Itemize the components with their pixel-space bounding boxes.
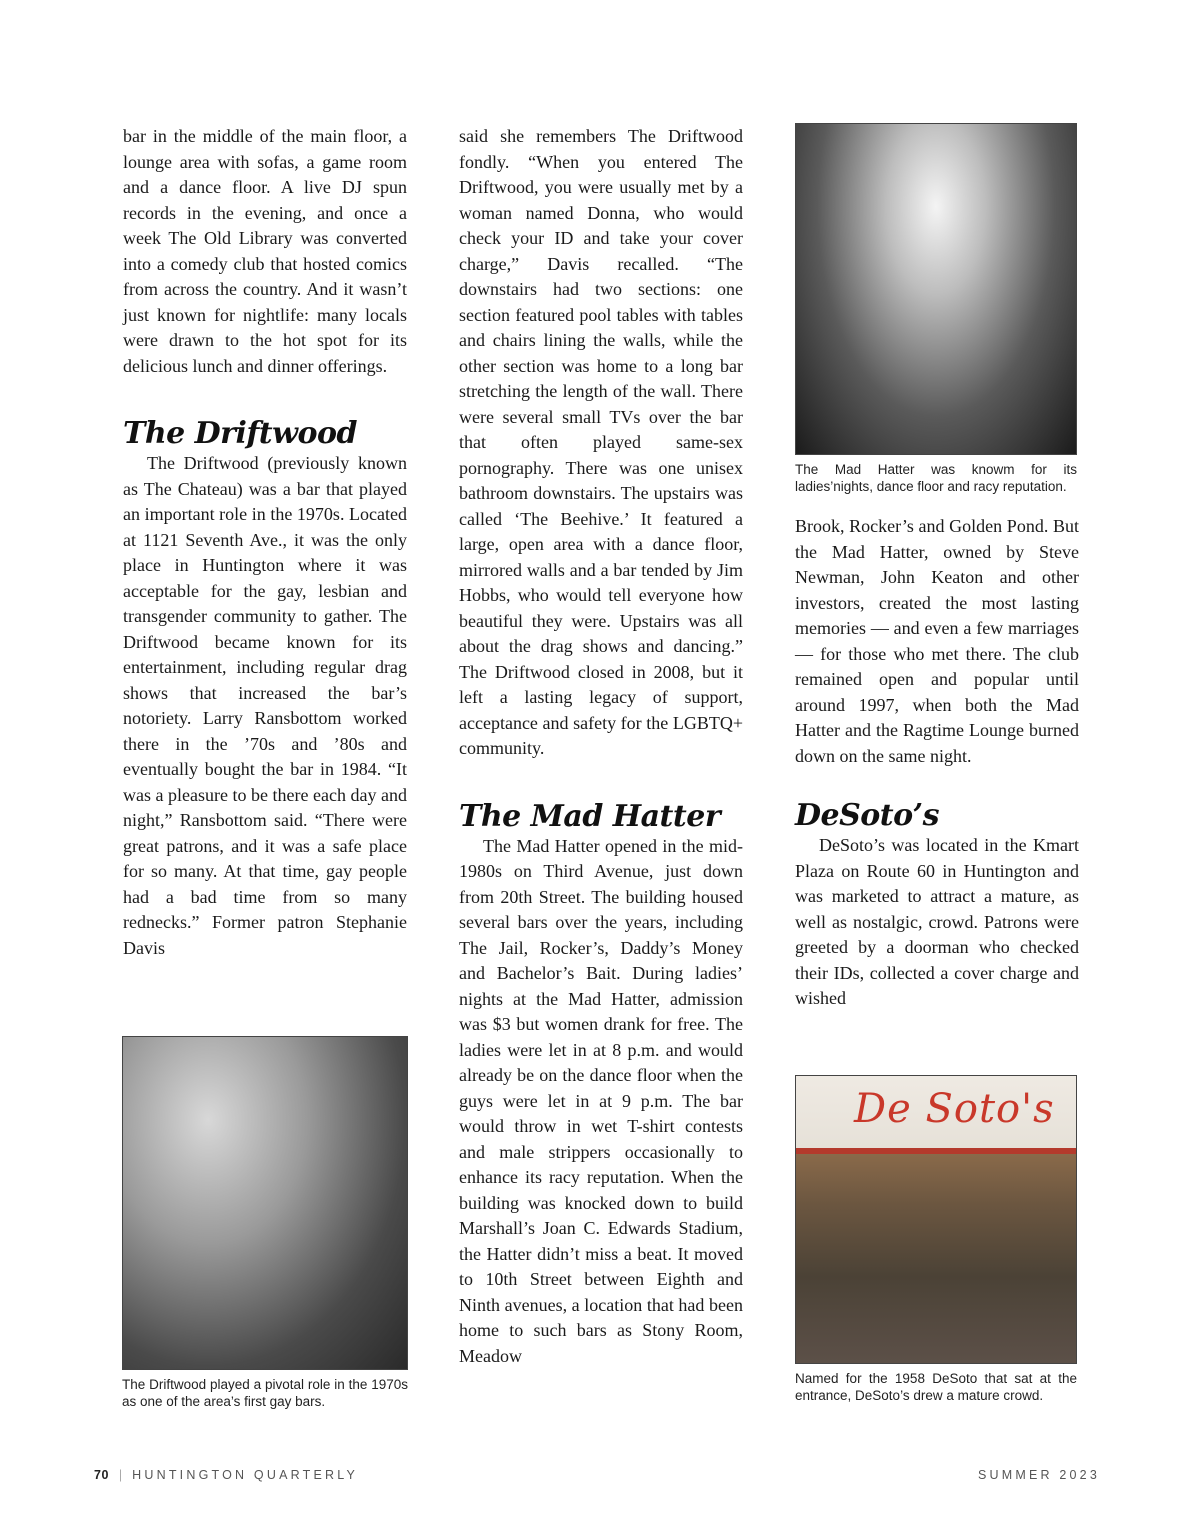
section-heading-mad-hatter: The Mad Hatter xyxy=(459,798,721,834)
figure-caption: The Driftwood played a pivotal role in the 1970s as one of the area’s first gay bars. xyxy=(122,1377,408,1409)
article-column-1 xyxy=(123,124,407,961)
section-heading-desotos: DeSoto’s xyxy=(795,798,939,833)
section-heading-driftwood: The Driftwood xyxy=(123,416,357,451)
mad-hatter-dance-photo xyxy=(795,123,1077,455)
figure-caption: Named for the 1958 DeSoto that sat at the entrance, DeSoto’s drew a mature crowd. xyxy=(795,1371,1077,1403)
figure-driftwood xyxy=(122,1036,408,1410)
body-paragraph: Brook, Rocker’s and Golden Pond. But the Mad Hatter, owned by Steve Newman, John Keaton and other investors, created the most lasting memories — and even a few marriages — for those who met there. The club remained open and popular until around 1997, when both the Mad Hatter and the Ragtime Lounge burned down on the same night. xyxy=(795,516,1079,766)
body-paragraph: The Mad Hatter opened in the mid-1980s on Third Avenue, just down from 20th Street. The building housed several bars over the years, including The Jail, Rocker’s, Daddy’s Money and Bachelor’s Bait. During ladies’ nights at the Mad Hatter, admission was $3 but women drank for free. The ladies were let in at 8 p.m. and would already be on the dance floor when the guys were let in at 9 p.m. The bar would throw in wet T-shirt contests and male strippers occasionally to enhance its racy reputation. When the building was knocked down to build Marshall’s Joan C. Edwards Stadium, the Hatter didn’t miss a beat. It moved to 10th Street between Eighth and Ninth avenues, a location that had been home to such bars as Stony Room, Meadow xyxy=(459,835,743,1366)
page-footer-left xyxy=(94,1468,358,1482)
drag-performer-photo xyxy=(122,1036,408,1370)
footer-separator: | xyxy=(118,1468,123,1482)
body-paragraph: said she remembers The Driftwood fondly. “When you entered The Driftwood, you were usually met by a woman named Donna, who would check your ID and take your cover charge,” Davis recalled. “The downstairs had two sections: one section featured pool tables with tables and chairs lining the walls, while the other section was home to a long bar stretching the length of the wall. There were several small TVs over the bar that often played same-sex pornography. There was one unisex bathroom downstairs. The upstairs was called ‘The Beehive.’ It featured a large, open area with a dance floor, mirrored walls and a bar tended by Jim Hobbs, who would tell everyone how beautiful they were. Upstairs was all about the drag shows and dancing.” The Driftwood closed in 2008, but it left a lasting legacy of support, acceptance and safety for the LGBTQ+ community. xyxy=(459,126,743,758)
article-column-2 xyxy=(459,124,743,1369)
article-column-3 xyxy=(795,514,1079,1012)
figure-mad-hatter xyxy=(795,123,1077,495)
issue-label: SUMMER 2023 xyxy=(977,1468,1100,1482)
desotos-entrance-photo xyxy=(795,1075,1077,1364)
desotos-sign xyxy=(796,1076,1076,1154)
figure-caption: The Mad Hatter was knowm for its ladies’nights, dance floor and racy reputation. xyxy=(795,462,1077,494)
body-paragraph: bar in the middle of the main floor, a lounge area with sofas, a game room and a dance floor. A live DJ spun records in the evening, and once a week The Old Library was converted into a comedy club that hosted comics from across the country. And it wasn’t just known for nightlife: many locals were drawn to the hot spot for its delicious lunch and dinner offerings. xyxy=(123,126,407,376)
body-paragraph: The Driftwood (previously known as The Chateau) was a bar that played an important role in the 1970s. Located at 1121 Seventh Ave., it was the only place in Huntington where it was acceptable for the gay, lesbian and transgender community to gather. The Driftwood became known for its entertainment, including regular drag shows that increased the bar’s notoriety. Larry Ransbottom worked there in the ’70s and ’80s and eventually bought the bar in 1984. “It was a pleasure to be there each day and night,” Ransbottom said. “There were great patrons, and it was a safe place for so many. At that time, gay people had a bad time from so many rednecks.” Former patron Stephanie Davis xyxy=(123,453,407,958)
page-footer-right xyxy=(978,1468,1100,1482)
publication-name: HUNTINGTON QUARTERLY xyxy=(132,1468,358,1482)
desotos-sign-lettering: De Soto's xyxy=(854,1086,1055,1132)
body-paragraph: DeSoto’s was located in the Kmart Plaza on Route 60 in Huntington and was marketed to attract a mature, as well as nostalgic, crowd. Patrons were greeted by a doorman who checked their IDs, collected a cover charge and wished xyxy=(795,835,1079,1008)
figure-desotos xyxy=(795,1075,1077,1404)
page-number: 70 xyxy=(94,1468,109,1482)
